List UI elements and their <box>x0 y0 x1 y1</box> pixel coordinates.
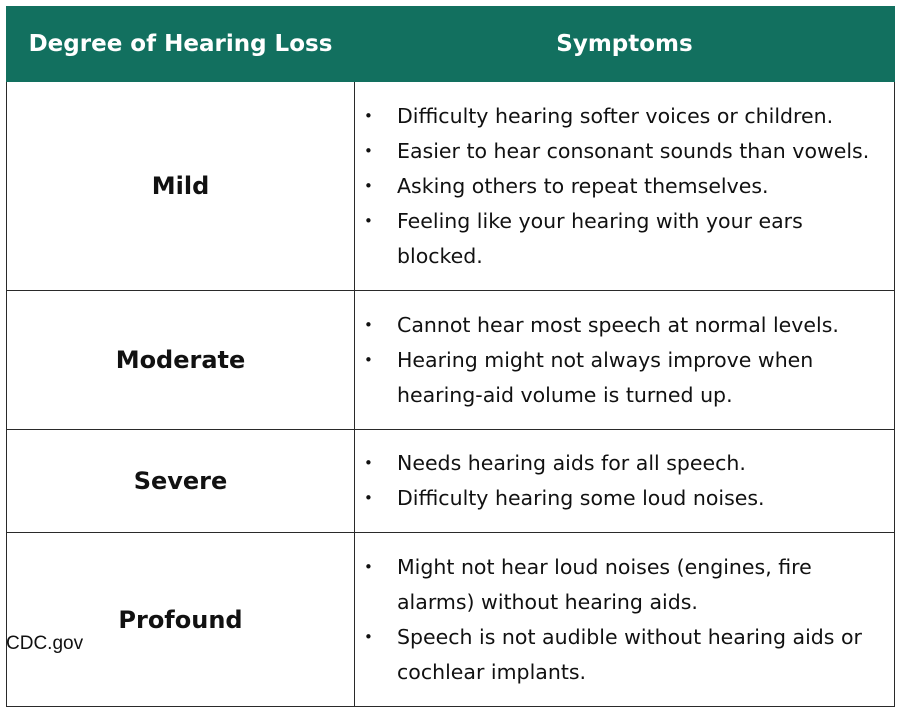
symptom-item <box>355 550 886 620</box>
symptom-text: Asking others to repeat themselves. <box>397 173 769 198</box>
symptom-item <box>355 481 886 516</box>
symptom-text: Difficulty hearing some loud noises. <box>397 486 765 510</box>
source-credit: CDC.gov <box>6 633 84 654</box>
bullet-icon: • <box>364 557 373 576</box>
table-row <box>7 82 895 291</box>
symptom-text: Easier to hear consonant sounds than vowels. <box>397 138 870 163</box>
degree-cell: Profound <box>7 533 355 707</box>
header-symptoms: Symptoms <box>355 7 895 82</box>
symptoms-cell <box>355 533 895 707</box>
table-row <box>7 291 895 430</box>
bullet-icon: • <box>364 141 373 160</box>
bullet-icon: • <box>364 489 373 507</box>
symptom-item <box>355 446 886 481</box>
symptom-text: Feeling like your hearing with your ears blocked. <box>397 208 803 268</box>
symptom-item <box>355 343 886 413</box>
symptom-text: Cannot hear most speech at normal levels. <box>397 312 839 337</box>
symptom-item <box>355 134 886 169</box>
hearing-loss-table-container <box>6 6 894 707</box>
bullet-icon: • <box>364 627 373 646</box>
bullet-icon: • <box>364 454 373 472</box>
symptom-item <box>355 169 886 204</box>
degree-cell: Mild <box>7 82 355 291</box>
symptoms-cell <box>355 430 895 533</box>
symptom-item <box>355 204 886 274</box>
table-row <box>7 430 895 533</box>
degree-cell: Moderate <box>7 291 355 430</box>
table-row <box>7 533 895 707</box>
bullet-icon: • <box>364 211 373 230</box>
bullet-icon: • <box>364 106 373 125</box>
symptom-item <box>355 308 886 343</box>
symptom-list <box>355 99 886 274</box>
symptoms-cell <box>355 82 895 291</box>
hearing-loss-table <box>6 6 895 707</box>
symptom-list <box>355 446 886 516</box>
bullet-icon: • <box>364 350 373 369</box>
bullet-icon: • <box>364 176 373 195</box>
degree-cell: Severe <box>7 430 355 533</box>
symptom-item <box>355 620 886 690</box>
symptom-text: Hearing might not always improve when hearing-aid volume is turned up. <box>397 347 814 407</box>
bullet-icon: • <box>364 315 373 334</box>
symptom-list <box>355 550 886 690</box>
symptom-list <box>355 308 886 413</box>
symptom-text: Speech is not audible without hearing aids or cochlear implants. <box>397 624 862 684</box>
symptom-text: Needs hearing aids for all speech. <box>397 451 746 475</box>
table-header-row <box>7 7 895 82</box>
symptom-text: Difficulty hearing softer voices or children. <box>397 103 834 128</box>
header-degree: Degree of Hearing Loss <box>7 7 355 82</box>
symptoms-cell <box>355 291 895 430</box>
symptom-text: Might not hear loud noises (engines, fire alarms) without hearing aids. <box>397 554 812 614</box>
symptom-item <box>355 99 886 134</box>
